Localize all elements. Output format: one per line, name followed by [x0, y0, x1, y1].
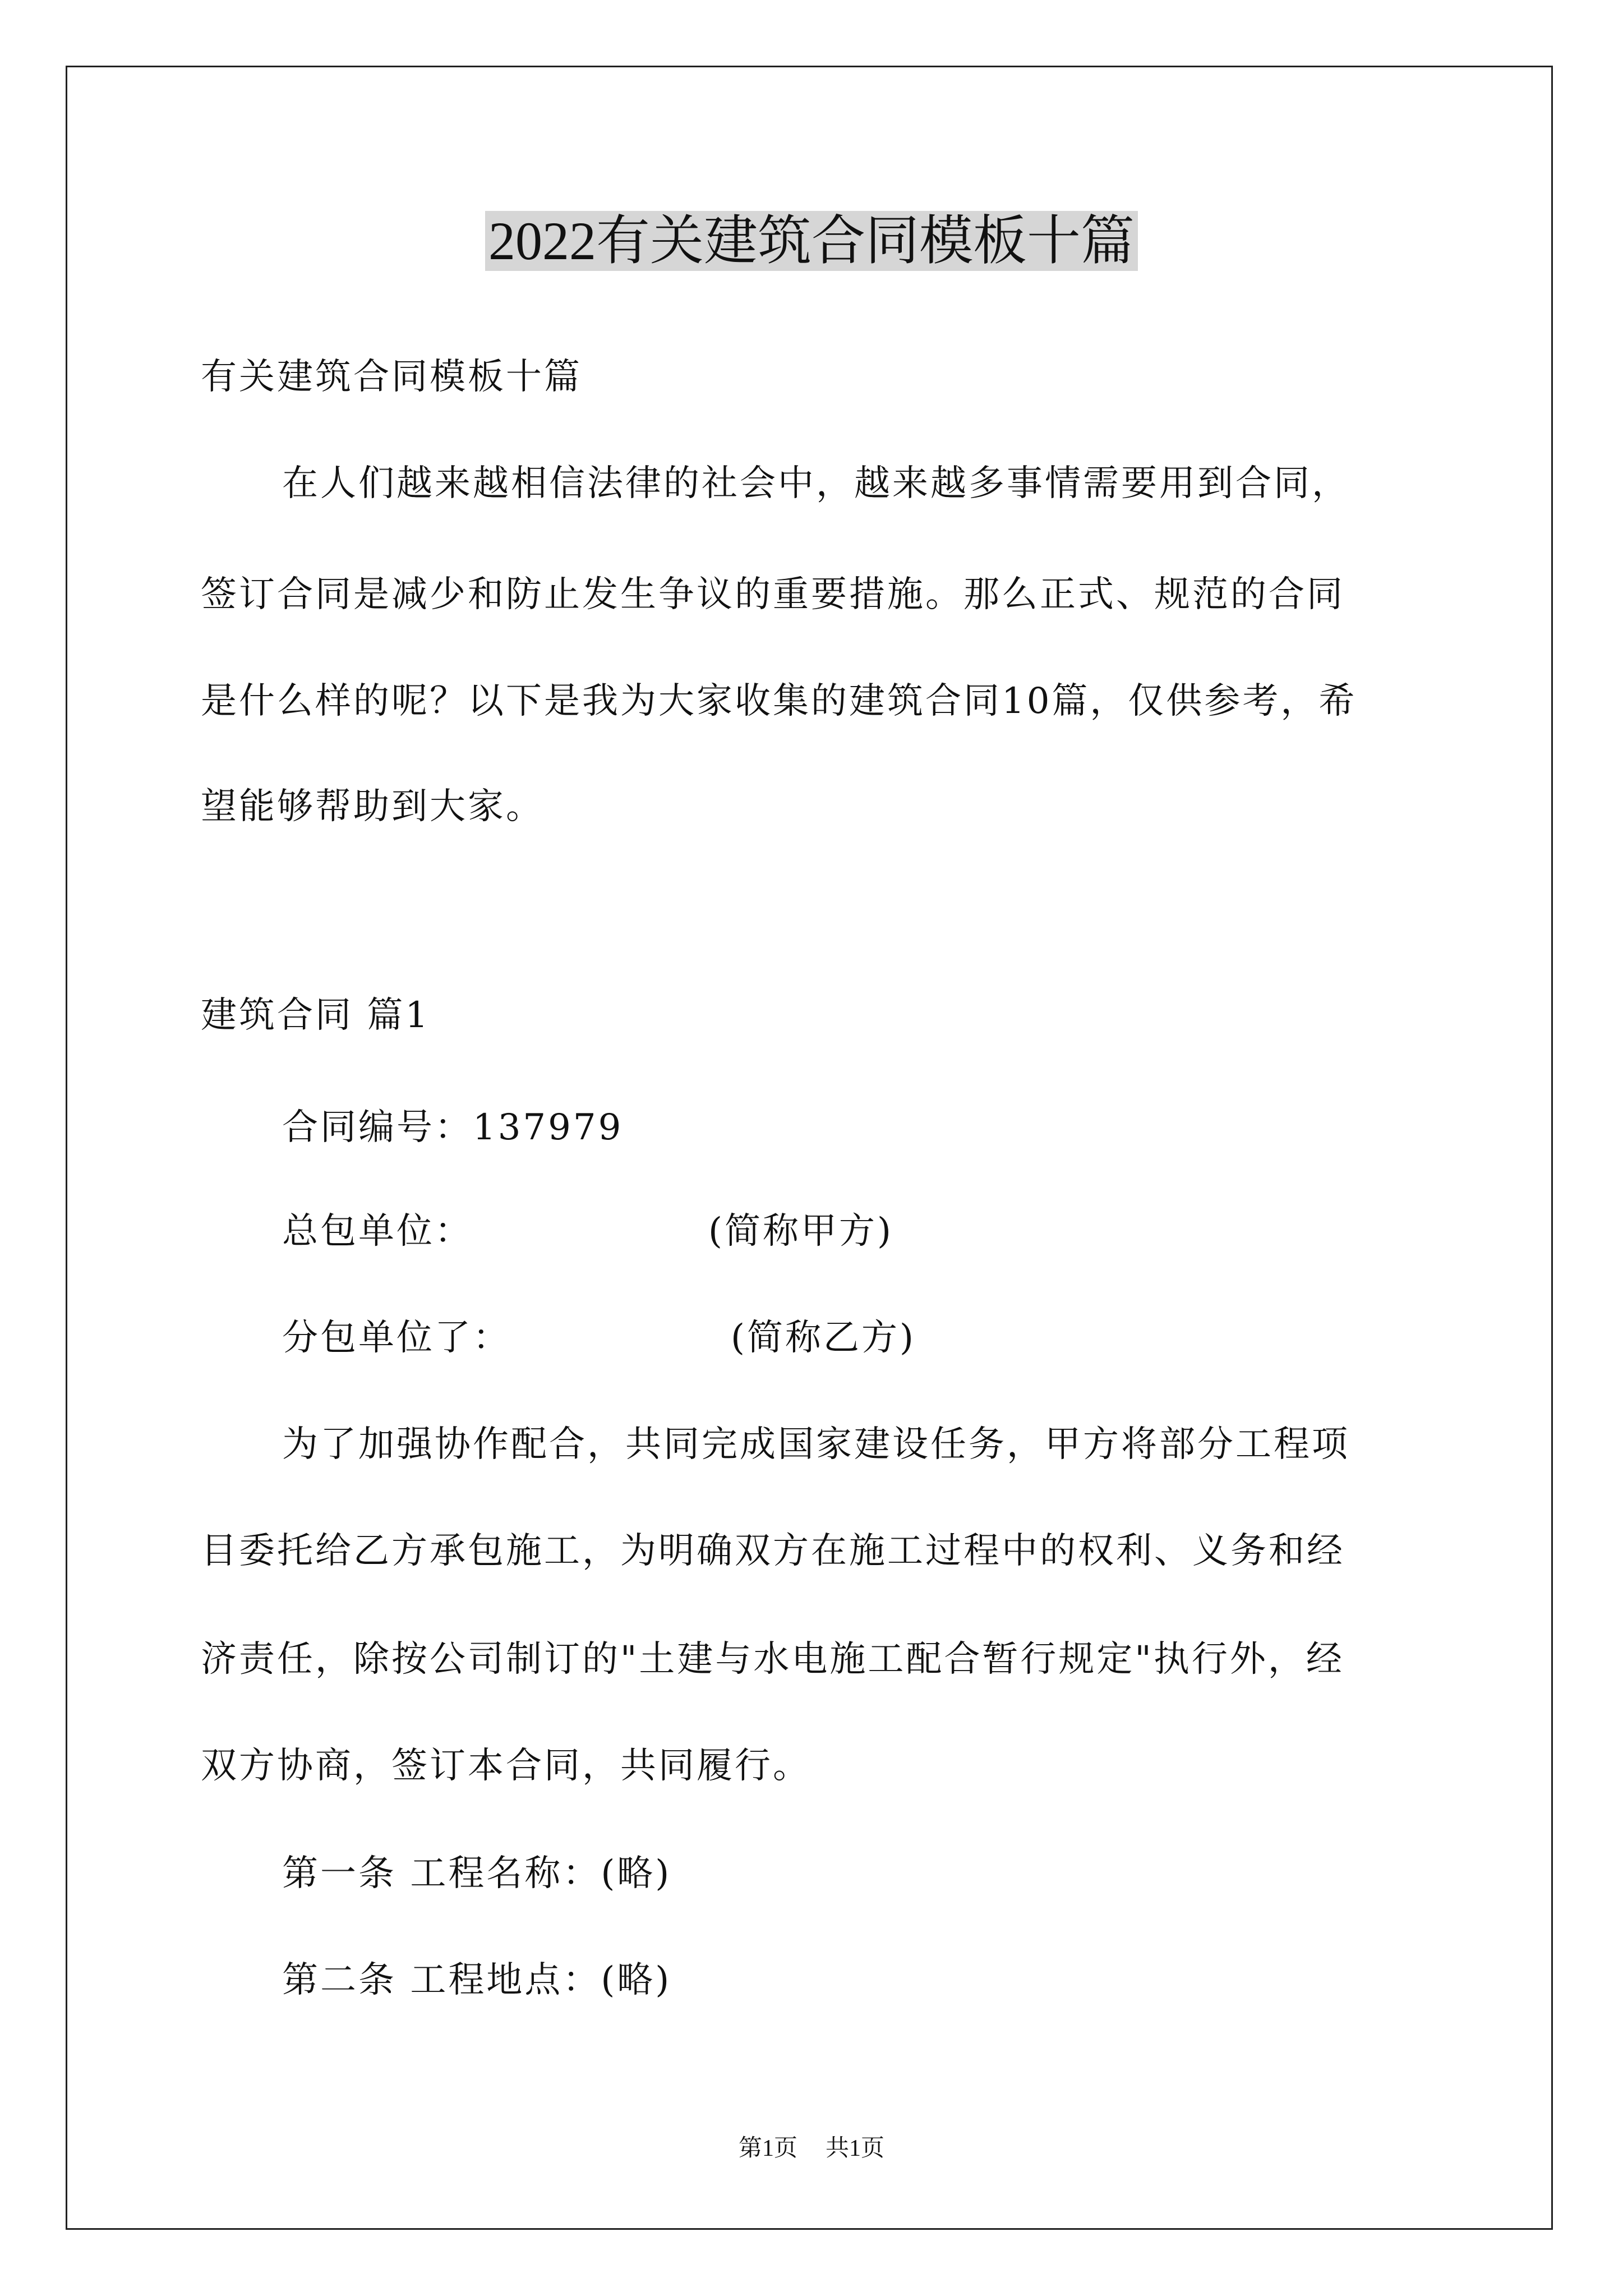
party-b-note: (简称乙方) — [731, 1317, 916, 1359]
article-2: 第二条 工程地点：(略) — [282, 1959, 672, 2001]
intro-line-1: 在人们越来越相信法律的社会中，越来越多事情需要用到合同， — [282, 463, 1350, 504]
intro-line-4: 望能够帮助到大家。 — [201, 786, 544, 827]
footer-page-total: 共1页 — [826, 2136, 885, 2161]
body-line-1: 为了加强协作配合，共同完成国家建设任务，甲方将部分工程项 — [282, 1424, 1350, 1465]
party-a-note: (简称甲方) — [708, 1211, 893, 1252]
document-title-text: 2022有关建筑合同模板十篇 — [485, 211, 1138, 271]
party-b-label: 分包单位了： — [282, 1317, 511, 1359]
document-subtitle: 有关建筑合同模板十篇 — [201, 356, 582, 398]
body-line-3: 济责任，除按公司制订的"土建与水电施工配合暂行规定"执行外，经 — [201, 1639, 1344, 1680]
page-footer — [0, 2132, 1623, 2165]
footer-page-number: 第1页 — [738, 2136, 797, 2161]
document-title — [0, 202, 1623, 280]
section-heading: 建筑合同 篇1 — [201, 995, 431, 1036]
body-line-4: 双方协商，签订本合同，共同履行。 — [201, 1745, 811, 1787]
intro-line-2: 签订合同是减少和防止发生争议的重要措施。那么正式、规范的合同 — [201, 574, 1345, 615]
party-a-line — [282, 1209, 1432, 1254]
body-line-2: 目委托给乙方承包施工，为明确双方在施工过程中的权利、义务和经 — [201, 1530, 1345, 1572]
intro-line-3: 是什么样的呢？以下是我为大家收集的建筑合同10篇，仅供参考，希 — [201, 680, 1357, 722]
party-a-label: 总包单位： — [282, 1211, 473, 1252]
contract-number: 合同编号：137979 — [282, 1107, 624, 1148]
article-1: 第一条 工程名称：(略) — [282, 1853, 672, 1894]
party-b-line — [282, 1315, 1432, 1360]
